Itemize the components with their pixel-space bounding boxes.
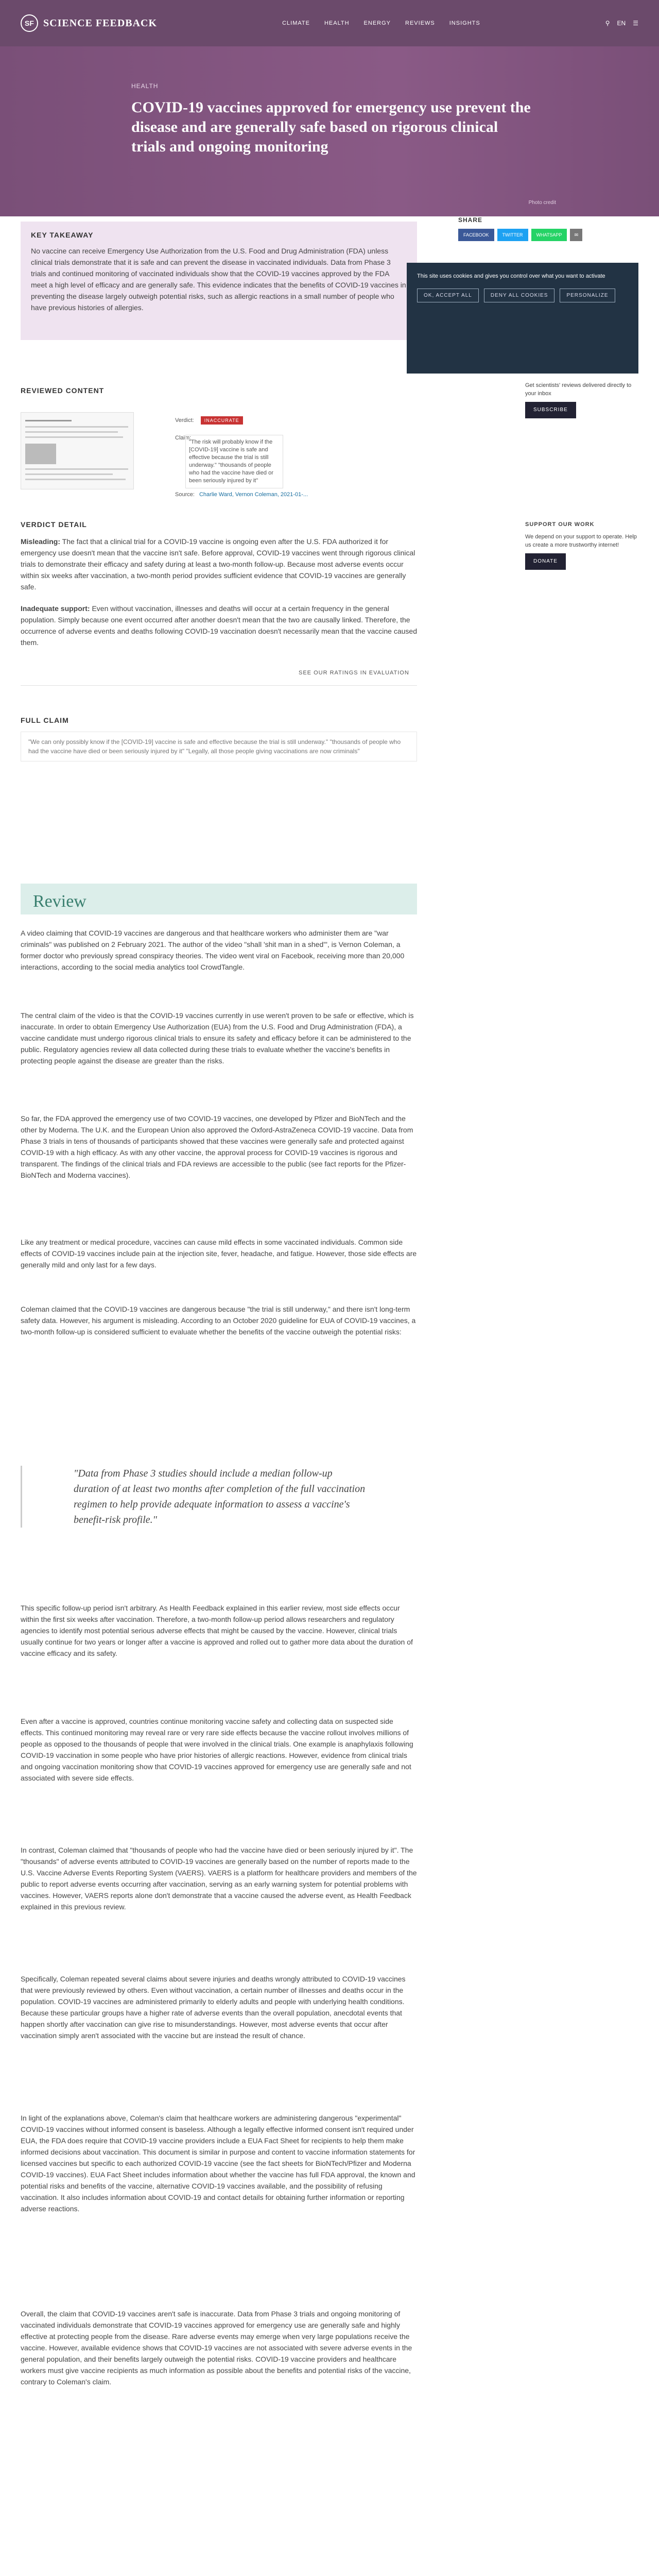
misleading-text: The fact that a clinical trial for a COVID-19 vaccine is ongoing even after the U.S. FDA authorized it for emergency use doesn't mean that the vaccine isn't safe. Before approval, COVID-19 vaccines went through rigorous clinical trials to demonstrate their efficacy and safety during at least a two-month follow-up. Because most adverse events occur within six weeks after vaccination, a two-month period provides sufficient evidence that COVID-19 vaccines are generally safe. xyxy=(21,537,415,591)
main-nav xyxy=(282,20,480,26)
verdict-row xyxy=(175,416,243,425)
full-claim-text: "We can only possibly know if the [COVID-19] vaccine is safe and effective because the trial is still underway." "thousands of people who had the vaccine have died or been seriously injured by it" "Legally, all those people giving vaccinations are now criminals" xyxy=(21,732,417,761)
hero-banner xyxy=(0,46,659,216)
cookie-buttons xyxy=(417,289,628,302)
nav-climate[interactable]: CLIMATE xyxy=(282,20,310,26)
newsletter-text: Get scientists' reviews delivered directly to your inbox xyxy=(525,382,632,397)
facebook-share-button[interactable]: FACEBOOK xyxy=(458,229,494,241)
review-paragraph-1: A video claiming that COVID-19 vaccines are dangerous and that healthcare workers who administer them are "war criminals" was published on 2 February 2021. The author of the video "shall 'shit man in a shed'", is Vernon Coleman, a former doctor who previously spread conspiracy theories. The video went viral on Facebook, receiving more than 20,000 interactions, according to the social media analytics tool CrowdTangle. xyxy=(21,929,405,971)
logo-icon: SF xyxy=(21,14,38,32)
nav-reviews[interactable]: REVIEWS xyxy=(405,20,435,26)
review-header xyxy=(21,884,417,914)
logo-text: SCIENCE FEEDBACK xyxy=(43,18,158,29)
inadequate-text: Even without vaccination, illnesses and deaths will occur at a certain frequency in the general population. Simply because one event occurred after another doesn't mean that the two are causally linked. Therefore, the occurrence of adverse events and deaths following COVID-19 vaccination doesn't necessarily mean that the vaccine caused them. xyxy=(21,604,417,647)
review-paragraph-3: So far, the FDA approved the emergency use of two COVID-19 vaccines, one developed by Pfizer and BioNTech and the other by Moderna. The U.K. and the European Union also approved the Oxford-AstraZeneca COVID-19 vaccine. Data from Phase 3 trials in tens of thousands of participants showed that these vaccines were generally safe and protected against COVID-19 with a high efficacy. As with any other vaccine, the approval process for COVID-19 vaccines is rigorous and transparent. The findings of the clinical trials and FDA reviews are accessible to the public (see fact reports for the Pfizer-BioNTech and Moderna vaccines). xyxy=(21,1114,413,1179)
deny-all-button[interactable]: DENY ALL COOKIES xyxy=(484,289,555,302)
top-right xyxy=(605,20,638,27)
divider xyxy=(21,685,417,686)
source-value[interactable]: Charlie Ward, Vernon Coleman, 2021-01-... xyxy=(199,492,308,498)
twitter-share-button[interactable]: TWITTER xyxy=(497,229,528,241)
share-panel xyxy=(458,216,638,241)
review-paragraph-6: This specific follow-up period isn't arbitrary. As Health Feedback explained in this earlier review, most side effects occur within the first six weeks after vaccination. Therefore, a two-month follow-up period allows researchers and regulatory agencies to identify most potential serious adverse effects that might be caused by the vaccine. However, clinical trials usually continue for two years or longer after a vaccine is approved and rolled out to gather more data about the duration of vaccine efficacy and its safety. xyxy=(21,1604,413,1657)
verdict-label: Verdict: xyxy=(175,417,194,423)
subscribe-button[interactable]: SUBSCRIBE xyxy=(525,402,576,418)
verdict-badge: INACCURATE xyxy=(201,416,243,425)
reviewed-thumbnail[interactable] xyxy=(21,412,134,489)
hero-category[interactable]: HEALTH xyxy=(131,82,159,90)
inadequate-label: Inadequate support: xyxy=(21,604,90,613)
misleading-label: Misleading: xyxy=(21,537,61,546)
cookie-banner xyxy=(407,263,638,374)
reviewed-heading: REVIEWED CONTENT xyxy=(21,386,105,395)
language-select[interactable]: EN xyxy=(617,20,626,27)
page-title: COVID-19 vaccines approved for emergency use prevent the disease and are generally safe based on rigorous clinical trials and ongoing monitoring xyxy=(131,99,531,155)
review-paragraph-10: In light of the explanations above, Coleman's claim that healthcare workers are administering dangerous "experimental" COVID-19 vaccines without informed consent is baseless. Although a legally effective informed consent isn't required under EUA, the FDA does require that COVID-19 vaccine providers include a EUA Fact Sheet for recipients to help them make informed decisions about vaccination. This document is similar in purpose and content to vaccine information statements for licensed vaccines but specific to each authorized COVID-19 vaccine (see the fact sheets for BioNTech/Pfizer and Moderna COVID-19 vaccines). EUA Fact Sheet includes information about whether the vaccine has full FDA approval, the known and potential risks and benefits of the vaccine, alternative COVID-19 vaccines available, and the possibility of refusing vaccination. It also includes information about COVID-19 and contact details for obtaining further information or reporting adverse reactions. xyxy=(21,2114,415,2213)
takeaway-heading: KEY TAKEAWAY xyxy=(31,231,94,239)
verdict-detail-heading: VERDICT DETAIL xyxy=(21,520,87,529)
verdict-inadequate xyxy=(21,603,417,648)
cookie-text: This site uses cookies and gives you control over what you want to activate xyxy=(417,273,605,279)
nav-insights[interactable]: INSIGHTS xyxy=(449,20,480,26)
personalize-button[interactable]: PERSONALIZE xyxy=(560,289,615,302)
review-paragraph-8: In contrast, Coleman claimed that "thousands of people who had the vaccine have died or been seriously injured by it". The "thousands" of adverse events attributed to COVID-19 vaccines are generally based on the number of reports made to the U.S. Vaccine Adverse Events Reporting System (VAERS). VAERS is a platform for healthcare providers and members of the public to report adverse events occurring after vaccination, serving as an early warning system for potential problems with vaccines. However, VAERS reports alone don't demonstrate that a vaccine caused the adverse event, as Health Feedback explained in this previous review. xyxy=(21,1846,417,1911)
review-heading: Review xyxy=(33,892,86,911)
top-bar xyxy=(0,0,659,46)
donate-button[interactable]: DONATE xyxy=(525,553,566,570)
accept-all-button[interactable]: OK, ACCEPT ALL xyxy=(417,289,479,302)
search-icon[interactable]: ⚲ xyxy=(605,20,610,27)
newsletter-block xyxy=(525,381,638,418)
support-block xyxy=(525,520,638,570)
share-buttons xyxy=(458,229,638,241)
review-paragraph-7: Even after a vaccine is approved, countries continue monitoring vaccine safety and collecting data on suspected side effects. This continued monitoring may reveal rare or very rare side effects because the vaccine rollout involves millions of people as opposed to the thousands of people that were involved in the clinical trials. One example is anaphylaxis following COVID-19 vaccination in some people who have prior histories of allergic reactions. However, evidence from clinical trials and ongoing vaccination monitoring show that COVID-19 vaccines approved for emergency use are generally safe and not associated with severe side effects. xyxy=(21,1717,413,1782)
full-claim-heading: FULL CLAIM xyxy=(21,716,69,724)
takeaway-text: No vaccine can receive Emergency Use Authorization from the U.S. Food and Drug Administration (FDA) unless clinical trials demonstrate that it is safe and can prevent the disease in vaccinated individuals. Data from Phase 3 trials and continued monitoring of vaccinated individuals show that the COVID-19 vaccines approved by the FDA meet a high level of efficacy and are generally safe. This evidence indicates that the benefits of COVID-19 vaccines in preventing the disease largely outweigh potential risks, such as allergic reactions in a small number of people who have previous histories of allergies. xyxy=(31,247,406,312)
claim-text: "The risk will probably know if the [COVID-19] vaccine is safe and effective because the trial is still underway." "thousands of people who had the vaccine have died or been seriously injured by it" xyxy=(185,435,283,488)
nav-health[interactable]: HEALTH xyxy=(324,20,350,26)
reviewed-content xyxy=(21,412,417,505)
source-label: Source: xyxy=(175,492,195,498)
email-share-icon[interactable]: ✉ xyxy=(570,229,582,241)
claim-label: Claim: xyxy=(175,435,192,441)
review-paragraph-9: Specifically, Coleman repeated several claims about severe injuries and deaths wrongly attributed to COVID-19 vaccines that were previously reviewed by others. Even without vaccination, a certain number of illnesses and deaths occur in the population. COVID-19 vaccines are administered primarily to elderly adults and people with underlying health conditions. Because these particular groups have a higher rate of adverse events than the overall population, anecdotal events that happen shortly after vaccination can give rise to misunderstandings. However, most adverse events that occur after vaccination simply aren't associated with the vaccine but are instead the result of chance. xyxy=(21,1975,406,2040)
review-paragraph-2: The central claim of the video is that the COVID-19 vaccines currently in use weren't proven to be safe or effective, which is inaccurate. In order to obtain Emergency Use Authorization (EUA) from the U.S. Food and Drug Administration (FDA), a vaccine candidate must undergo rigorous clinical trials to ensure its safety and efficacy before it can be administered to the public. Regulatory agencies review all data collected during these trials to evaluate whether the vaccine's benefits in protecting people against the disease are greater than the risks. xyxy=(21,1011,414,1065)
whatsapp-share-button[interactable]: WHATSAPP xyxy=(531,229,567,241)
support-text: We depend on your support to operate. Help us create a more trustworthy internet! xyxy=(525,534,637,548)
review-paragraph-4: Like any treatment or medical procedure, vaccines can cause mild effects in some vaccinated individuals. Common side effects of COVID-19 vaccines include pain at the injection site, fever, headache, and fatigue. However, those side effects are generally mild and only last for a few days. xyxy=(21,1238,417,1269)
source-row xyxy=(175,492,309,498)
support-heading: SUPPORT OUR WORK xyxy=(525,521,595,528)
site-logo[interactable] xyxy=(21,14,157,32)
nav-energy[interactable]: ENERGY xyxy=(363,20,391,26)
photo-credit: Photo credit xyxy=(528,200,556,206)
ratings-link[interactable]: SEE OUR RATINGS IN EVALUATION xyxy=(299,670,409,676)
review-paragraph-11: Overall, the claim that COVID-19 vaccines aren't safe is inaccurate. Data from Phase 3 trials and ongoing monitoring of vaccinated individuals demonstrate that COVID-19 vaccines approved for emergency use are generally safe and highly effective at protecting people from the disease. Rare adverse events may emerge when very large populations receive the vaccine. However, available evidence shows that COVID-19 vaccines are not associated with severe adverse events in the general population, and their benefits largely outweigh the potential risks. COVID-19 vaccine providers and healthcare workers must give vaccine recipients as much information as possible about the benefits and potential risks of the vaccine, contrary to Coleman's claim. xyxy=(21,2310,412,2386)
verdict-misleading xyxy=(21,536,417,592)
key-takeaway xyxy=(21,222,417,340)
review-paragraph-5: Coleman claimed that the COVID-19 vaccines are dangerous because "the trial is still underway," and there isn't long-term safety data. However, his argument is misleading. According to an October 2020 guideline for EUA of COVID-19 vaccines, a two-month follow-up is considered sufficient to evaluate whether the benefits of the vaccine outweigh the potential risks: xyxy=(21,1305,416,1336)
share-heading: SHARE xyxy=(458,216,483,224)
menu-icon[interactable]: ☰ xyxy=(633,20,638,27)
guideline-quote: "Data from Phase 3 studies should include a median follow-up duration of at least two months after completion of the full vaccination regimen to help provide adequate information to assess a vaccine's benefit-risk profile." xyxy=(21,1466,417,1528)
